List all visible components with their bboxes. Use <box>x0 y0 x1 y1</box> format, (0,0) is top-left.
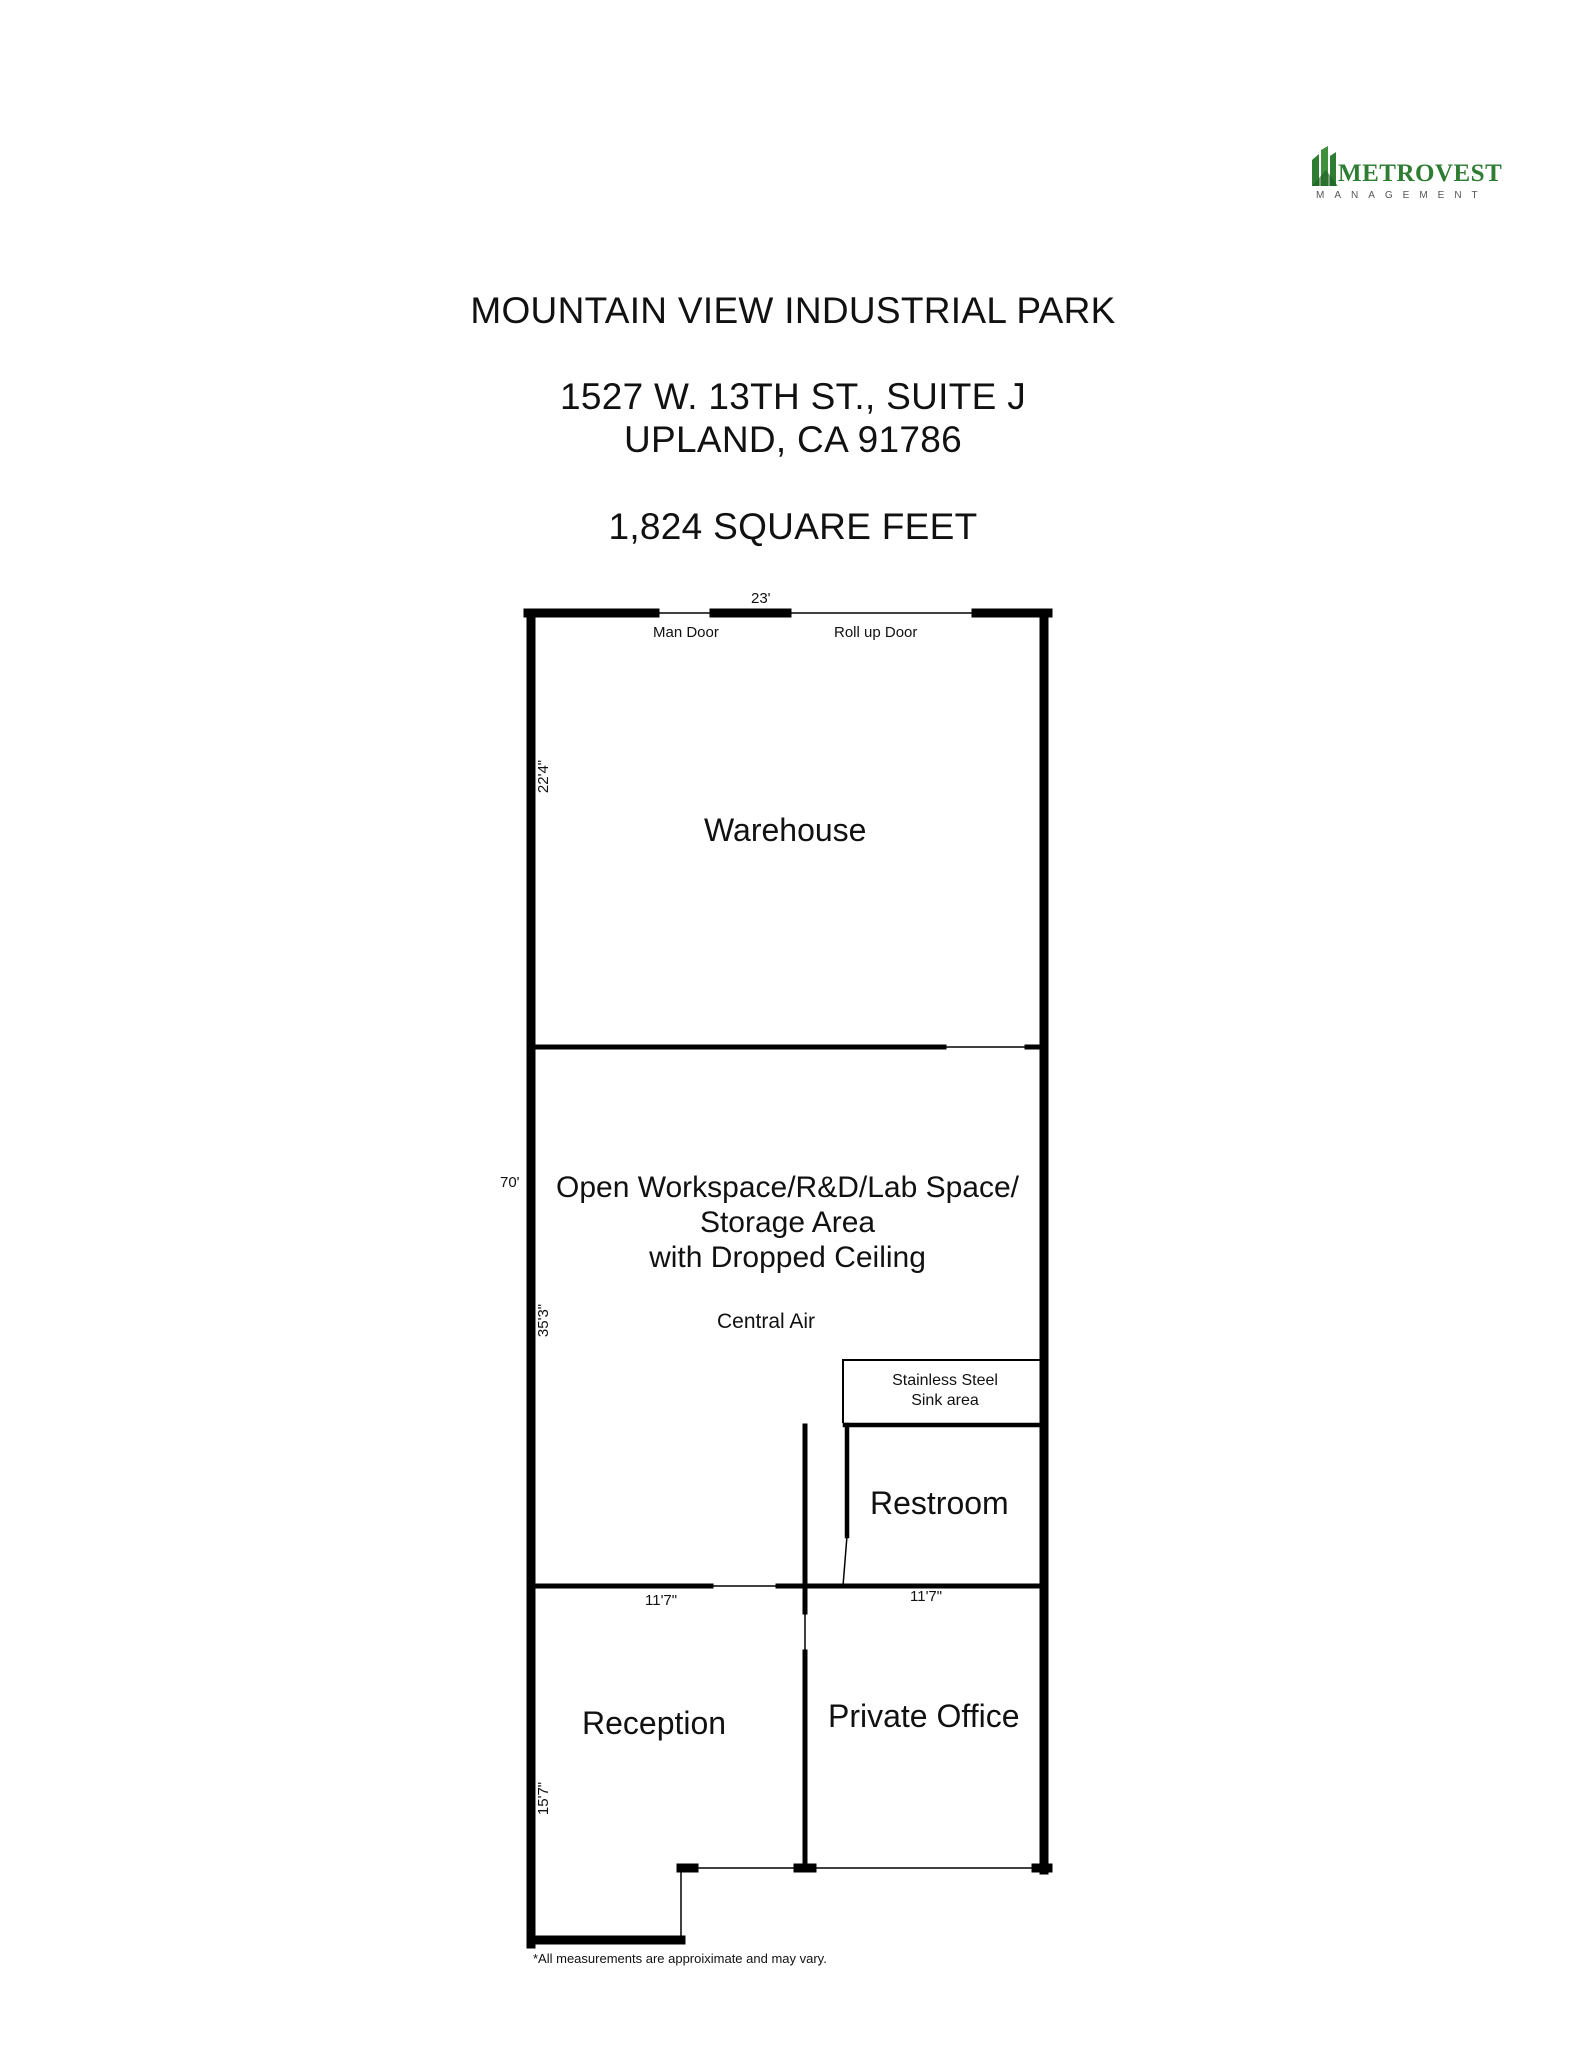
room-reception: Reception <box>582 1705 727 1741</box>
roll-up-door-label: Roll up Door <box>834 624 918 641</box>
dim-workspace-depth: 35'3" <box>535 1303 553 1338</box>
workspace-line-3: with Dropped Ceiling <box>649 1241 926 1274</box>
sink-line-2: Sink area <box>911 1392 979 1409</box>
workspace-line-1: Open Workspace/R&D/Lab Space/ <box>555 1171 1020 1204</box>
restroom-door <box>843 1536 847 1586</box>
dim-total-length: 70' <box>500 1174 520 1191</box>
room-warehouse: Warehouse <box>704 812 867 848</box>
address-line-2: UPLAND, CA 91786 <box>624 419 962 460</box>
sink-area-label <box>846 1371 1044 1411</box>
dim-reception-width: 11'7" <box>645 1592 678 1609</box>
address-line-1: 1527 W. 13TH ST., SUITE J <box>559 376 1027 417</box>
dim-office-width: 11'7" <box>910 1588 943 1605</box>
room-private-office: Private Office <box>828 1698 1020 1734</box>
dim-warehouse-depth: 22'4" <box>535 759 553 794</box>
workspace-line-2: Storage Area <box>699 1206 876 1239</box>
footnote: *All measurements are approiximate and may vary. <box>533 1951 827 1966</box>
room-workspace <box>531 1170 1044 1275</box>
dim-width-top: 23' <box>751 590 771 607</box>
property-name: MOUNTAIN VIEW INDUSTRIAL PARK <box>470 290 1116 331</box>
man-door-label: Man Door <box>653 624 719 641</box>
central-air-label: Central Air <box>717 1310 816 1333</box>
sink-line-1: Stainless Steel <box>892 1372 998 1389</box>
logo-brand: METROVEST <box>1338 160 1503 187</box>
room-restroom: Restroom <box>870 1485 1009 1521</box>
dim-front-depth: 15'7" <box>535 1781 553 1816</box>
square-footage: 1,824 SQUARE FEET <box>608 506 978 547</box>
logo-subtitle: MANAGEMENT <box>1316 190 1488 201</box>
